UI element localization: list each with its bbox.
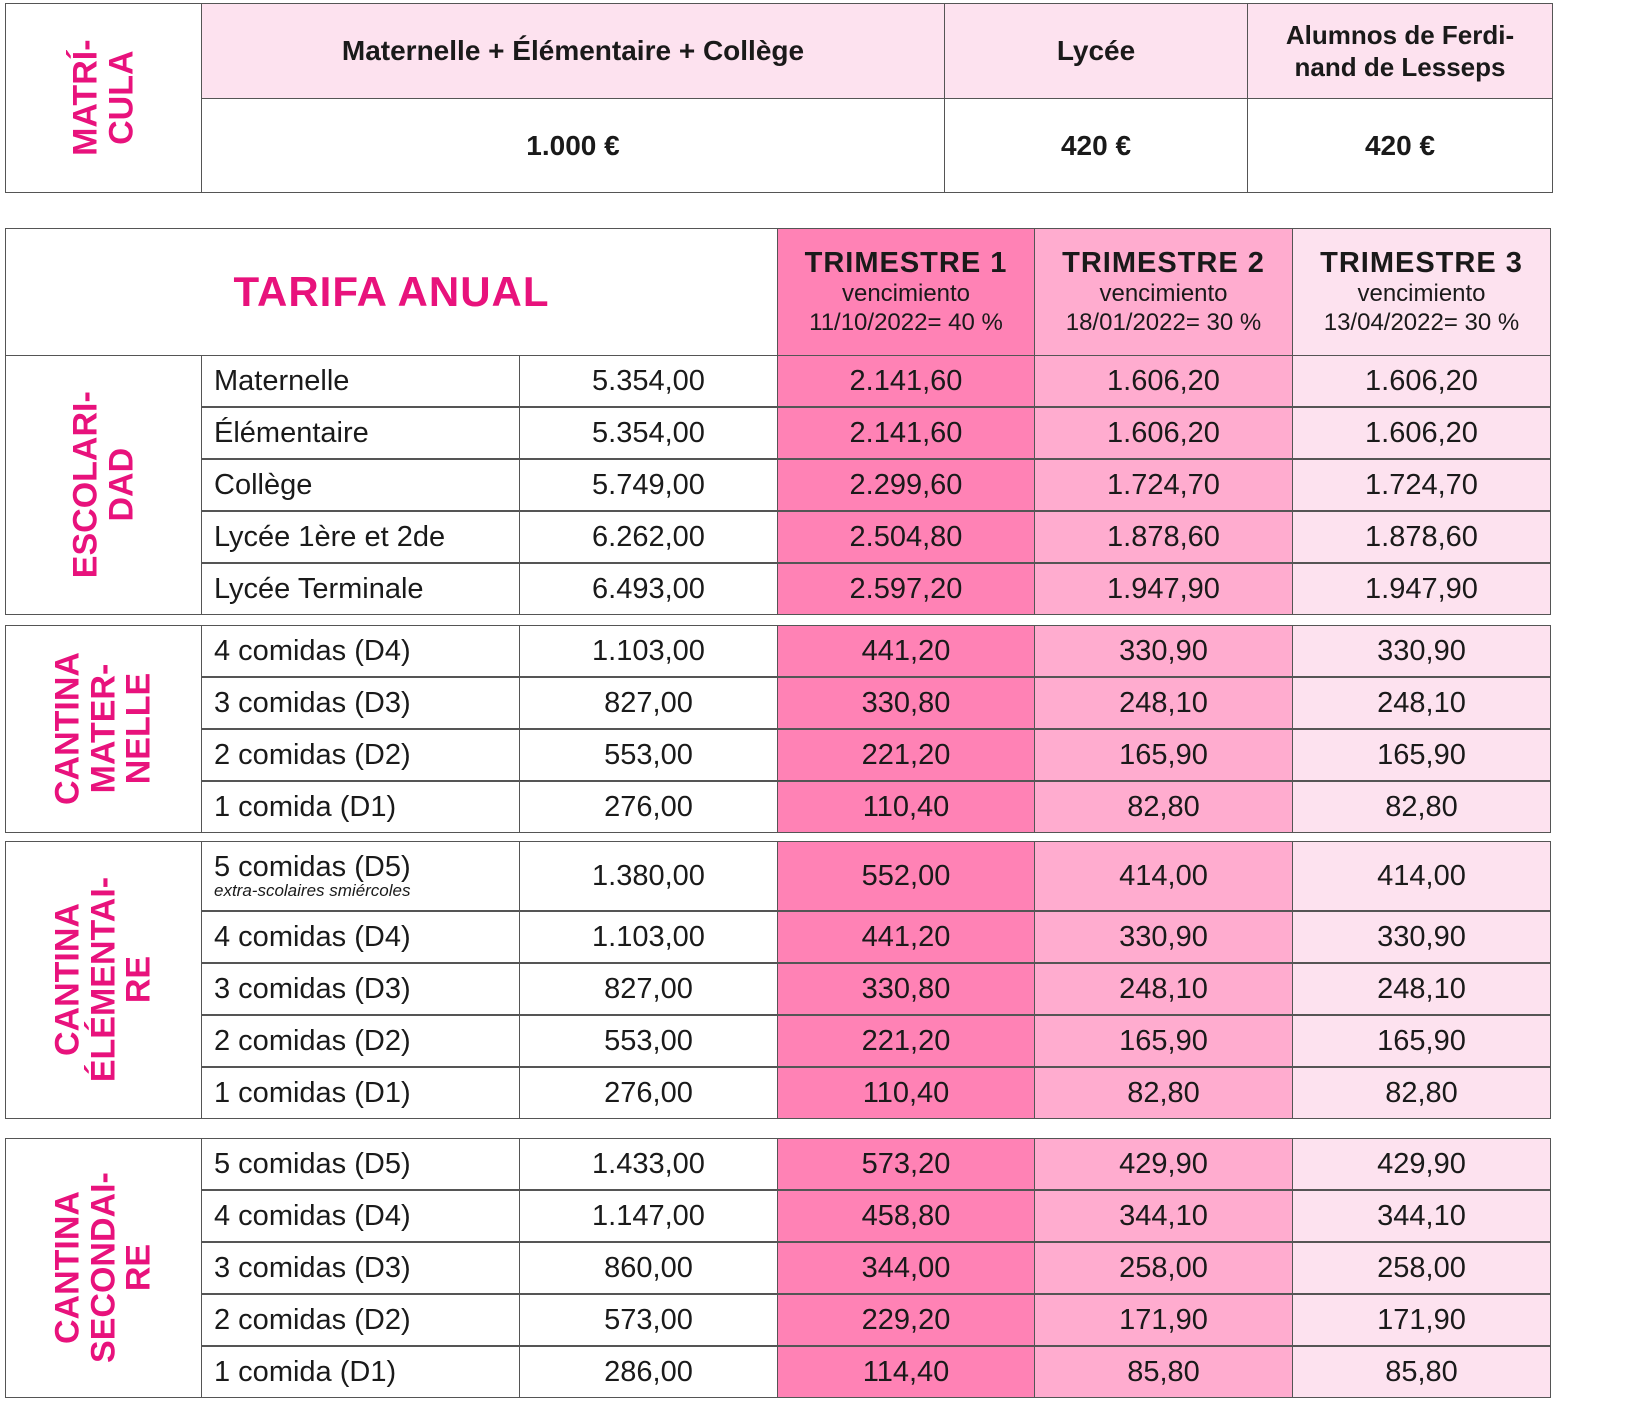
row-t1-value: 330,80 xyxy=(861,972,951,1005)
row-t2-cell xyxy=(1034,963,1293,1015)
row-t1-value: 552,00 xyxy=(861,859,951,892)
row-t1-value: 221,20 xyxy=(861,1024,951,1057)
row-t2-cell xyxy=(1034,1190,1293,1242)
row-annual-value: 1.103,00 xyxy=(592,920,705,953)
row-annual-value: 6.262,00 xyxy=(592,520,705,553)
row-annual-value: 553,00 xyxy=(604,1024,693,1057)
row-t3-value: 414,00 xyxy=(1377,859,1466,892)
row-t2-cell xyxy=(1034,911,1293,963)
group-label-line: CANTINA xyxy=(47,1191,86,1345)
row-annual-cell xyxy=(519,911,778,963)
row-t3-cell xyxy=(1292,729,1551,781)
row-t2-cell xyxy=(1034,407,1293,459)
row-t3-value: 165,90 xyxy=(1377,1024,1466,1057)
row-annual-value: 1.147,00 xyxy=(592,1199,705,1232)
row-t2-value: 165,90 xyxy=(1119,1024,1208,1057)
row-annual-cell xyxy=(519,1015,778,1067)
row-t2-cell xyxy=(1034,355,1293,407)
row-annual-value: 276,00 xyxy=(604,790,693,823)
row-t1-value: 344,00 xyxy=(861,1251,951,1284)
row-name: 1 comidas (D1) xyxy=(214,1076,411,1109)
group-label-line: NELLE xyxy=(119,673,158,785)
row-t2-value: 414,00 xyxy=(1119,859,1208,892)
row-t2-value: 82,80 xyxy=(1127,1076,1200,1109)
row-t1-cell xyxy=(777,355,1035,407)
tarifa-title: TARIFA ANUAL xyxy=(233,268,550,315)
row-t1-value: 2.141,60 xyxy=(849,364,963,397)
row-t1-value: 441,20 xyxy=(861,634,951,667)
row-t2-value: 85,80 xyxy=(1127,1355,1200,1388)
row-t2-cell xyxy=(1034,1346,1293,1398)
row-annual-value: 1.380,00 xyxy=(592,859,705,892)
row-name-cell xyxy=(201,1015,520,1067)
row-t3-cell xyxy=(1292,511,1551,563)
row-t3-cell xyxy=(1292,1346,1551,1398)
row-t3-value: 429,90 xyxy=(1377,1147,1466,1180)
row-t1-value: 441,20 xyxy=(861,920,951,953)
row-annual-value: 5.749,00 xyxy=(592,468,705,501)
row-t1-cell xyxy=(777,841,1035,911)
row-annual-cell xyxy=(519,1067,778,1119)
row-t2-value: 1.878,60 xyxy=(1107,520,1220,553)
row-t3-value: 82,80 xyxy=(1385,790,1458,823)
row-annual-value: 6.493,00 xyxy=(592,572,705,605)
row-t1-value: 2.597,20 xyxy=(849,572,963,605)
row-t2-cell xyxy=(1034,1067,1293,1119)
row-t2-cell xyxy=(1034,625,1293,677)
group-label-line: SECONDAI- xyxy=(83,1172,122,1364)
row-name-cell xyxy=(201,625,520,677)
row-t1-value: 221,20 xyxy=(861,738,951,771)
row-annual-cell xyxy=(519,677,778,729)
row-t3-value: 330,90 xyxy=(1377,634,1466,667)
row-annual-value: 5.354,00 xyxy=(592,416,705,449)
row-t3-cell xyxy=(1292,1138,1551,1190)
row-t3-value: 330,90 xyxy=(1377,920,1466,953)
row-annual-value: 276,00 xyxy=(604,1076,693,1109)
row-t3-cell xyxy=(1292,1294,1551,1346)
row-t3-value: 258,00 xyxy=(1377,1251,1466,1284)
row-t2-cell xyxy=(1034,677,1293,729)
row-name: Maternelle xyxy=(214,364,350,397)
row-t1-cell xyxy=(777,1190,1035,1242)
group-label-line: ESCOLARI- xyxy=(65,391,104,579)
row-annual-cell xyxy=(519,1242,778,1294)
row-name-cell xyxy=(201,1346,520,1398)
row-name-cell xyxy=(201,1242,520,1294)
row-t3-cell xyxy=(1292,781,1551,833)
row-annual-value: 573,00 xyxy=(604,1303,693,1336)
row-name: Lycée 1ère et 2de xyxy=(214,520,446,553)
group-label-line: ÉLÉMENTAI- xyxy=(83,877,122,1083)
row-t2-value: 248,10 xyxy=(1119,686,1208,719)
matricula-label-line1: MATRÍ- xyxy=(65,39,104,157)
row-t3-cell xyxy=(1292,1067,1551,1119)
group-label-line: CANTINA xyxy=(47,652,86,806)
row-t2-cell xyxy=(1034,1242,1293,1294)
row-t3-cell xyxy=(1292,355,1551,407)
group-label xyxy=(47,841,158,1119)
row-name: 4 comidas (D4) xyxy=(214,1199,411,1232)
row-t2-value: 82,80 xyxy=(1127,790,1200,823)
group-label-line: MATER- xyxy=(83,664,122,794)
row-annual-value: 286,00 xyxy=(604,1355,693,1388)
row-t1-cell xyxy=(777,1138,1035,1190)
row-t1-value: 2.141,60 xyxy=(849,416,963,449)
matricula-header-lesseps: Alumnos de Ferdi- nand de Lesseps xyxy=(1247,3,1553,99)
row-name-cell xyxy=(201,911,520,963)
matricula-value-lesseps: 420 € xyxy=(1247,98,1553,193)
row-name-cell xyxy=(201,459,520,511)
row-t3-value: 82,80 xyxy=(1385,1076,1458,1109)
row-t2-value: 1.947,90 xyxy=(1107,572,1220,605)
group-label-line: RE xyxy=(119,956,158,1004)
row-annual-cell xyxy=(519,1346,778,1398)
row-t1-value: 110,40 xyxy=(862,1076,950,1109)
row-t1-cell xyxy=(777,677,1035,729)
row-t2-value: 330,90 xyxy=(1119,634,1208,667)
row-t3-value: 248,10 xyxy=(1377,972,1466,1005)
tarifa-title-cell xyxy=(5,228,778,356)
row-annual-value: 860,00 xyxy=(604,1251,693,1284)
row-name: 3 comidas (D3) xyxy=(214,972,411,1005)
row-t3-cell xyxy=(1292,841,1551,911)
row-t3-value: 85,80 xyxy=(1385,1355,1458,1388)
row-t1-cell xyxy=(777,781,1035,833)
row-t3-value: 1.947,90 xyxy=(1365,572,1478,605)
row-annual-value: 1.103,00 xyxy=(592,634,705,667)
row-name: Élémentaire xyxy=(214,416,369,449)
row-t2-cell xyxy=(1034,729,1293,781)
row-name-cell xyxy=(201,963,520,1015)
row-t2-cell xyxy=(1034,459,1293,511)
row-t3-value: 248,10 xyxy=(1377,686,1466,719)
row-name-cell xyxy=(201,729,520,781)
row-name-cell xyxy=(201,1294,520,1346)
row-t1-cell xyxy=(777,625,1035,677)
row-t3-value: 1.724,70 xyxy=(1365,468,1478,501)
group-label-cell xyxy=(5,841,202,1119)
row-t1-cell xyxy=(777,1015,1035,1067)
row-name-cell xyxy=(201,781,520,833)
row-name: 4 comidas (D4) xyxy=(214,634,411,667)
row-annual-cell xyxy=(519,963,778,1015)
group-label-line: RE xyxy=(119,1244,158,1292)
row-t3-cell xyxy=(1292,563,1551,615)
row-annual-cell xyxy=(519,407,778,459)
row-name: 3 comidas (D3) xyxy=(214,686,411,719)
row-name: 4 comidas (D4) xyxy=(214,920,411,953)
row-t3-cell xyxy=(1292,911,1551,963)
row-name: 3 comidas (D3) xyxy=(214,1251,411,1284)
row-annual-cell xyxy=(519,625,778,677)
row-name: 1 comida (D1) xyxy=(214,790,397,823)
row-t3-cell xyxy=(1292,1190,1551,1242)
row-t3-cell xyxy=(1292,459,1551,511)
row-t2-value: 165,90 xyxy=(1119,738,1208,771)
row-annual-cell xyxy=(519,459,778,511)
row-t1-cell xyxy=(777,563,1035,615)
row-name-cell xyxy=(201,1190,520,1242)
row-annual-value: 5.354,00 xyxy=(592,364,705,397)
row-t1-value: 330,80 xyxy=(861,686,951,719)
row-t3-value: 171,90 xyxy=(1377,1303,1466,1336)
row-t2-cell xyxy=(1034,781,1293,833)
row-t3-cell xyxy=(1292,1242,1551,1294)
group-label-cell xyxy=(5,355,202,615)
row-note: extra-scolaires smiércoles xyxy=(214,880,411,900)
row-name-cell xyxy=(201,1138,520,1190)
group-label-cell xyxy=(5,1138,202,1398)
row-t2-value: 330,90 xyxy=(1119,920,1208,953)
matricula-value-mec: 1.000 € xyxy=(201,98,945,193)
group-label xyxy=(47,1138,158,1398)
matricula-label-cell xyxy=(5,3,202,193)
row-annual-cell xyxy=(519,781,778,833)
row-t2-value: 258,00 xyxy=(1119,1251,1208,1284)
row-t3-value: 344,10 xyxy=(1377,1199,1466,1232)
row-t1-cell xyxy=(777,1294,1035,1346)
row-annual-cell xyxy=(519,841,778,911)
row-t2-value: 1.724,70 xyxy=(1107,468,1220,501)
row-t1-value: 2.504,80 xyxy=(849,520,963,553)
trimestre-3-header: TRIMESTRE 3 vencimiento 13/04/2022= 30 % xyxy=(1292,228,1551,356)
row-t1-value: 110,40 xyxy=(862,790,950,823)
row-t3-value: 1.878,60 xyxy=(1365,520,1478,553)
row-annual-cell xyxy=(519,511,778,563)
group-label-line: DAD xyxy=(101,448,140,522)
group-label-line: CANTINA xyxy=(47,903,86,1057)
row-t2-value: 171,90 xyxy=(1119,1303,1208,1336)
row-t1-cell xyxy=(777,911,1035,963)
row-name: Collège xyxy=(214,468,313,501)
matricula-label-line2: CULA xyxy=(101,50,140,146)
group-label xyxy=(47,625,158,833)
row-t2-cell xyxy=(1034,1294,1293,1346)
row-name: 2 comidas (D2) xyxy=(214,738,411,771)
group-label xyxy=(65,355,140,615)
row-t3-cell xyxy=(1292,407,1551,459)
matricula-header-mec: Maternelle + Élémentaire + Collège xyxy=(201,3,945,99)
trimestre-2-header: TRIMESTRE 2 vencimiento 18/01/2022= 30 % xyxy=(1034,228,1293,356)
row-annual-cell xyxy=(519,355,778,407)
row-t2-cell xyxy=(1034,511,1293,563)
row-annual-value: 1.433,00 xyxy=(592,1147,705,1180)
trimestre-1-header: TRIMESTRE 1 vencimiento 11/10/2022= 40 % xyxy=(777,228,1035,356)
row-t1-cell xyxy=(777,1067,1035,1119)
row-annual-cell xyxy=(519,1294,778,1346)
row-t1-value: 458,80 xyxy=(861,1199,951,1232)
row-t1-cell xyxy=(777,407,1035,459)
row-name-cell xyxy=(201,407,520,459)
row-name-cell xyxy=(201,355,520,407)
row-t3-value: 1.606,20 xyxy=(1365,364,1478,397)
row-t3-value: 1.606,20 xyxy=(1365,416,1478,449)
row-t2-cell xyxy=(1034,841,1293,911)
matricula-label xyxy=(65,3,140,193)
row-t2-value: 1.606,20 xyxy=(1107,416,1220,449)
row-t1-cell xyxy=(777,511,1035,563)
row-name: 5 comidas (D5) xyxy=(214,850,411,883)
row-t1-cell xyxy=(777,1346,1035,1398)
row-t2-value: 344,10 xyxy=(1119,1199,1208,1232)
row-name: 5 comidas (D5) xyxy=(214,1147,411,1180)
row-name: 1 comida (D1) xyxy=(214,1355,397,1388)
row-name: Lycée Terminale xyxy=(214,572,424,605)
row-annual-cell xyxy=(519,1190,778,1242)
row-name-cell xyxy=(201,841,520,911)
row-t1-value: 2.299,60 xyxy=(849,468,963,501)
row-t3-value: 165,90 xyxy=(1377,738,1466,771)
row-name: 2 comidas (D2) xyxy=(214,1024,411,1057)
matricula-value-lycee: 420 € xyxy=(944,98,1248,193)
row-annual-value: 827,00 xyxy=(604,972,693,1005)
row-name-cell xyxy=(201,1067,520,1119)
row-annual-cell xyxy=(519,1138,778,1190)
row-t3-cell xyxy=(1292,963,1551,1015)
row-name-cell xyxy=(201,677,520,729)
row-name-cell xyxy=(201,563,520,615)
group-label-cell xyxy=(5,625,202,833)
row-annual-value: 553,00 xyxy=(604,738,693,771)
row-t1-cell xyxy=(777,1242,1035,1294)
row-t2-value: 1.606,20 xyxy=(1107,364,1220,397)
row-t2-value: 429,90 xyxy=(1119,1147,1208,1180)
row-annual-value: 827,00 xyxy=(604,686,693,719)
row-name: 2 comidas (D2) xyxy=(214,1303,411,1336)
row-t1-value: 573,20 xyxy=(861,1147,951,1180)
matricula-header-lycee: Lycée xyxy=(944,3,1248,99)
row-annual-cell xyxy=(519,563,778,615)
row-name-cell xyxy=(201,511,520,563)
row-t2-cell xyxy=(1034,1138,1293,1190)
row-t3-cell xyxy=(1292,1015,1551,1067)
row-t1-cell xyxy=(777,963,1035,1015)
row-t3-cell xyxy=(1292,625,1551,677)
row-annual-cell xyxy=(519,729,778,781)
row-t3-cell xyxy=(1292,677,1551,729)
row-t2-value: 248,10 xyxy=(1119,972,1208,1005)
row-t2-cell xyxy=(1034,1015,1293,1067)
row-t2-cell xyxy=(1034,563,1293,615)
row-t1-cell xyxy=(777,729,1035,781)
row-t1-value: 114,40 xyxy=(862,1355,950,1388)
row-t1-cell xyxy=(777,459,1035,511)
row-t1-value: 229,20 xyxy=(861,1303,951,1336)
